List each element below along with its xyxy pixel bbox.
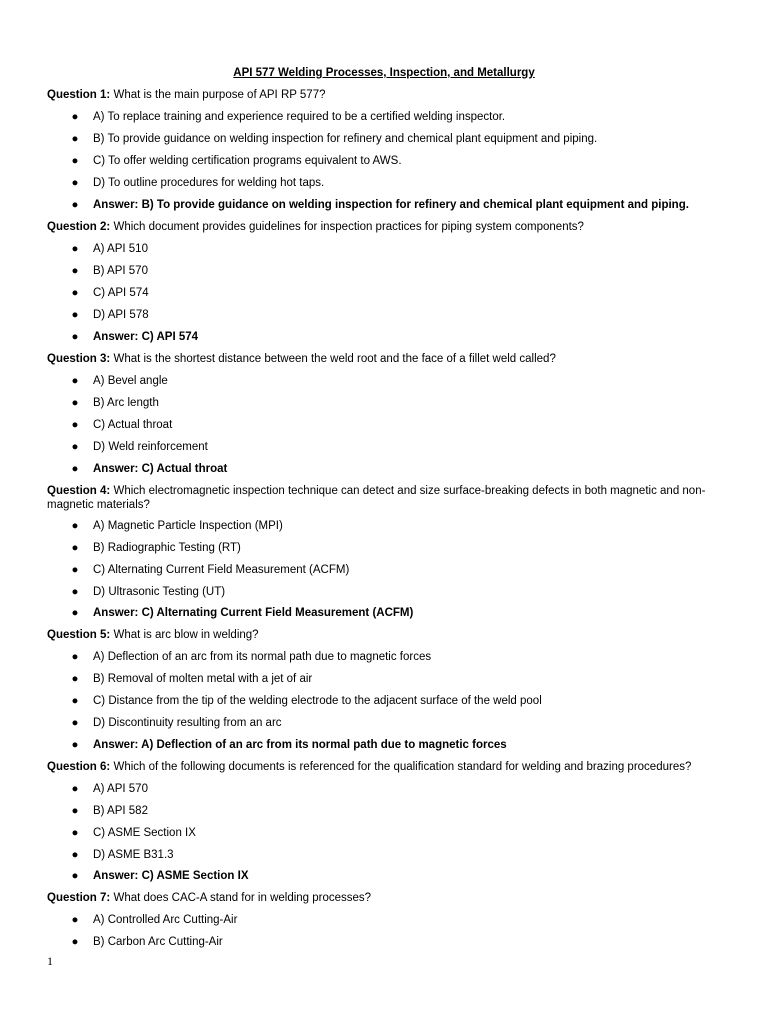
bullet-icon: ● bbox=[71, 936, 79, 948]
option-text: C) ASME Section IX bbox=[93, 827, 196, 839]
option-text: B) Carbon Arc Cutting-Air bbox=[93, 936, 223, 948]
question-3 bbox=[47, 352, 715, 366]
answer-text: Answer: C) Actual throat bbox=[93, 463, 228, 475]
bullet-icon: ● bbox=[71, 199, 79, 211]
question-label: Question 2: bbox=[47, 221, 111, 233]
bullet-icon: ● bbox=[71, 520, 79, 532]
bullet-icon: ● bbox=[71, 586, 79, 598]
option-text: B) Removal of molten metal with a jet of air bbox=[93, 673, 313, 685]
option-text: A) API 510 bbox=[93, 243, 148, 255]
option-text: D) Ultrasonic Testing (UT) bbox=[93, 586, 226, 598]
bullet-icon: ● bbox=[71, 155, 79, 167]
option-text: C) Actual throat bbox=[93, 419, 173, 431]
document-title: API 577 Welding Processes, Inspection, and Metallurgy bbox=[233, 67, 535, 79]
option-text: C) Distance from the tip of the welding electrode to the adjacent surface of the weld pool bbox=[93, 695, 542, 707]
option-text: D) API 578 bbox=[93, 309, 149, 321]
option-text: A) Controlled Arc Cutting-Air bbox=[93, 914, 238, 926]
question-text: Which electromagnetic inspection technique can detect and size surface-breaking defects in both magnetic and non-magnetic materials? bbox=[47, 485, 706, 511]
option-text: D) Weld reinforcement bbox=[93, 441, 208, 453]
option-text: B) Radiographic Testing (RT) bbox=[93, 542, 241, 554]
question-label: Question 6: bbox=[47, 761, 111, 773]
question-1 bbox=[47, 88, 715, 102]
bullet-icon: ● bbox=[71, 463, 79, 475]
bullet-icon: ● bbox=[71, 287, 79, 299]
question-label: Question 4: bbox=[47, 485, 111, 497]
page-number: 1 bbox=[47, 954, 53, 968]
bullet-icon: ● bbox=[71, 331, 79, 343]
answer-text: Answer: B) To provide guidance on welding inspection for refinery and chemical plant equipment and piping. bbox=[93, 199, 689, 211]
bullet-icon: ● bbox=[71, 870, 79, 882]
option-text: A) Bevel angle bbox=[93, 375, 168, 387]
bullet-icon: ● bbox=[71, 177, 79, 189]
question-text: Which document provides guidelines for inspection practices for piping system components? bbox=[113, 221, 584, 233]
question-text: What is the shortest distance between the weld root and the face of a fillet weld called? bbox=[113, 353, 556, 365]
option-text: A) Deflection of an arc from its normal path due to magnetic forces bbox=[93, 651, 432, 663]
question-label: Question 1: bbox=[47, 89, 111, 101]
bullet-icon: ● bbox=[71, 914, 79, 926]
bullet-icon: ● bbox=[71, 607, 79, 619]
option-text: A) To replace training and experience required to be a certified welding inspector. bbox=[93, 111, 506, 123]
answer-text: Answer: C) Alternating Current Field Measurement (ACFM) bbox=[93, 607, 414, 619]
option-text: D) ASME B31.3 bbox=[93, 849, 174, 861]
bullet-icon: ● bbox=[71, 564, 79, 576]
bullet-icon: ● bbox=[71, 243, 79, 255]
question-label: Question 5: bbox=[47, 629, 111, 641]
bullet-icon: ● bbox=[71, 695, 79, 707]
answer-text: Answer: C) API 574 bbox=[93, 331, 199, 343]
option-text: D) To outline procedures for welding hot taps. bbox=[93, 177, 325, 189]
question-5 bbox=[47, 628, 715, 642]
bullet-icon: ● bbox=[71, 849, 79, 861]
option-text: D) Discontinuity resulting from an arc bbox=[93, 717, 282, 729]
bullet-icon: ● bbox=[71, 397, 79, 409]
option-text: B) To provide guidance on welding inspection for refinery and chemical plant equipment and piping. bbox=[93, 133, 598, 145]
bullet-icon: ● bbox=[71, 673, 79, 685]
bullet-icon: ● bbox=[71, 375, 79, 387]
question-label: Question 3: bbox=[47, 353, 111, 365]
bullet-icon: ● bbox=[71, 739, 79, 751]
bullet-icon: ● bbox=[71, 783, 79, 795]
option-text: B) API 570 bbox=[93, 265, 148, 277]
question-text: What does CAC-A stand for in welding processes? bbox=[113, 892, 372, 904]
option-text: A) Magnetic Particle Inspection (MPI) bbox=[93, 520, 283, 532]
question-6 bbox=[47, 760, 715, 774]
question-text: What is the main purpose of API RP 577? bbox=[113, 89, 326, 101]
question-4 bbox=[47, 484, 715, 512]
bullet-icon: ● bbox=[71, 309, 79, 321]
bullet-icon: ● bbox=[71, 717, 79, 729]
bullet-icon: ● bbox=[71, 805, 79, 817]
bullet-icon: ● bbox=[71, 441, 79, 453]
answer-text: Answer: C) ASME Section IX bbox=[93, 870, 249, 882]
bullet-icon: ● bbox=[71, 265, 79, 277]
question-text: What is arc blow in welding? bbox=[113, 629, 259, 641]
option-text: C) To offer welding certification programs equivalent to AWS. bbox=[93, 155, 402, 167]
bullet-icon: ● bbox=[71, 827, 79, 839]
bullet-icon: ● bbox=[71, 111, 79, 123]
answer-text: Answer: A) Deflection of an arc from its normal path due to magnetic forces bbox=[93, 739, 507, 751]
bullet-icon: ● bbox=[71, 542, 79, 554]
option-text: B) API 582 bbox=[93, 805, 148, 817]
bullet-icon: ● bbox=[71, 133, 79, 145]
option-text: A) API 570 bbox=[93, 783, 148, 795]
question-7 bbox=[47, 891, 715, 905]
question-label: Question 7: bbox=[47, 892, 111, 904]
question-2 bbox=[47, 220, 715, 234]
bullet-icon: ● bbox=[71, 419, 79, 431]
bullet-icon: ● bbox=[71, 651, 79, 663]
option-text: C) API 574 bbox=[93, 287, 149, 299]
option-text: B) Arc length bbox=[93, 397, 159, 409]
option-text: C) Alternating Current Field Measurement (ACFM) bbox=[93, 564, 350, 576]
question-text: Which of the following documents is referenced for the qualification standard for welding and brazing procedures? bbox=[113, 761, 692, 773]
